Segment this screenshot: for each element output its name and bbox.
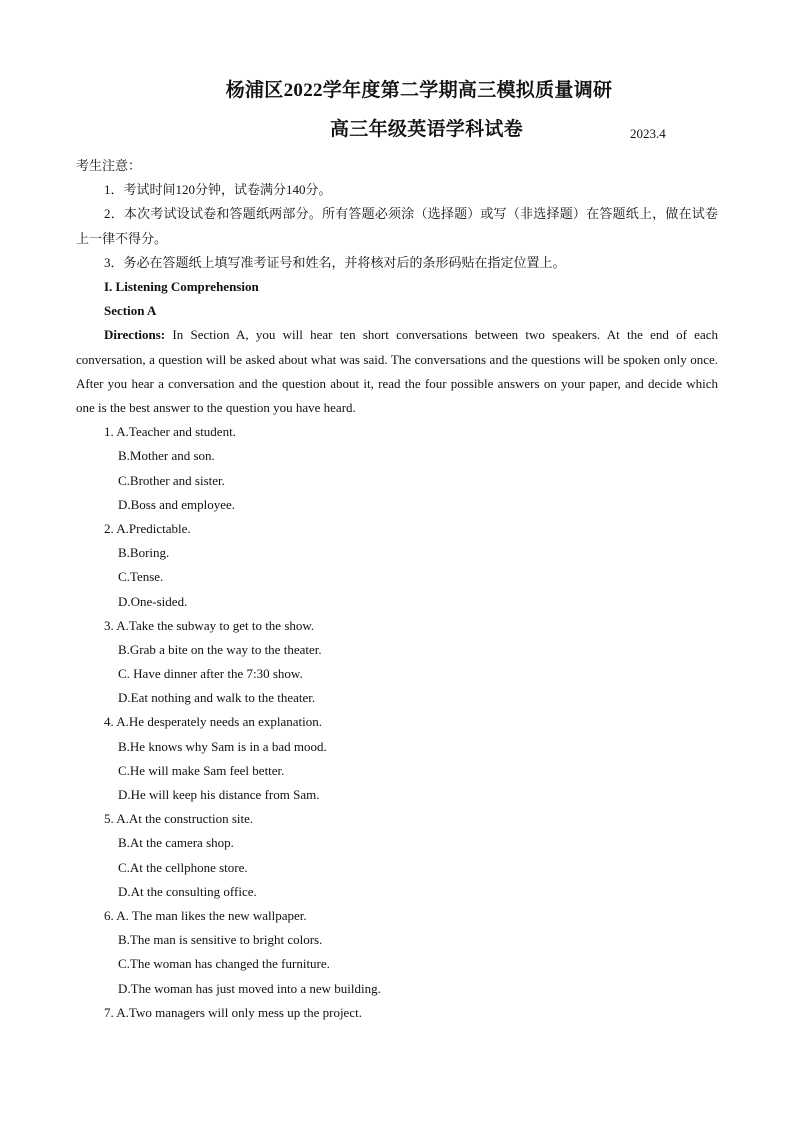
- exam-content: [76, 154, 718, 1025]
- notice-item-3: 3．务必在答题纸上填写准考证号和姓名，并将核对后的条形码贴在指定位置上。: [104, 254, 566, 270]
- question-3: 3. A.Take the subway to get to the show.: [104, 617, 315, 633]
- question-2-option-d: D.One-sided.: [118, 593, 188, 609]
- question-1-option-d: D.Boss and employee.: [118, 496, 235, 512]
- question-1-option-c: C.Brother and sister.: [118, 472, 225, 488]
- question-5-option-d: D.At the consulting office.: [118, 883, 257, 899]
- question-4-option-c: C.He will make Sam feel better.: [118, 762, 285, 778]
- question-5: 5. A.At the construction site.: [104, 811, 254, 827]
- question-2-option-b: B.Boring.: [118, 545, 170, 561]
- part-title: I. Listening Comprehension: [104, 279, 259, 294]
- question-6-option-c: C.The woman has changed the furniture.: [118, 956, 330, 972]
- question-3-option-c: C. Have dinner after the 7:30 show.: [118, 666, 303, 682]
- exam-date: 2023.4: [630, 126, 666, 141]
- question-4-option-d: D.He will keep his distance from Sam.: [118, 787, 320, 802]
- question-3-option-d: D.Eat nothing and walk to the theater.: [118, 690, 316, 706]
- question-1-option-b: B.Mother and son.: [118, 448, 215, 464]
- section-title: Section A: [104, 303, 157, 319]
- question-4-option-b: B.He knows why Sam is in a bad mood.: [118, 738, 327, 754]
- exam-subtitle: 高三年级英语学科试卷: [330, 119, 524, 140]
- notice-heading: 考生注意：: [76, 158, 142, 173]
- question-4: 4. A.He desperately needs an explanation.: [104, 714, 323, 730]
- notice-item-1: 1．考试时间120分钟，试卷满分140分。: [104, 182, 332, 198]
- notice-item-2: 2．本次考试设试卷和答题纸两部分。所有答题必须涂（选择题）或写（非选择题）在答题纸上，做在试卷上一律不得分。: [76, 206, 718, 246]
- exam-title: 杨浦区2022学年度第二学期高三模拟质量调研: [225, 80, 613, 101]
- question-6-option-d: D.The woman has just moved into a new building.: [118, 980, 381, 996]
- question-2: 2. A.Predictable.: [104, 520, 191, 536]
- question-5-option-b: B.At the camera shop.: [118, 835, 234, 851]
- question-3-option-b: B.Grab a bite on the way to the theater.: [118, 641, 322, 657]
- question-6: 6. A. The man likes the new wallpaper.: [104, 907, 307, 923]
- directions-text: In Section A, you will hear ten short conversations between two speakers. At the end of each conversation, a question will be asked about what was said. The conversations and the questions will be spoken only once. After you hear a conversation and the question about it, read the four possible answers on your paper, and decide which one is the best answer to the question you have heard.: [76, 327, 718, 415]
- question-1: 1. A.Teacher and student.: [104, 424, 236, 440]
- directions-label: Directions:: [104, 327, 166, 343]
- directions-paragraph: [76, 323, 718, 420]
- question-7: 7. A.Two managers will only mess up the project.: [104, 1004, 362, 1020]
- question-6-option-b: B.The man is sensitive to bright colors.: [118, 932, 323, 948]
- question-2-option-c: C.Tense.: [118, 569, 164, 585]
- question-5-option-c: C.At the cellphone store.: [118, 859, 248, 875]
